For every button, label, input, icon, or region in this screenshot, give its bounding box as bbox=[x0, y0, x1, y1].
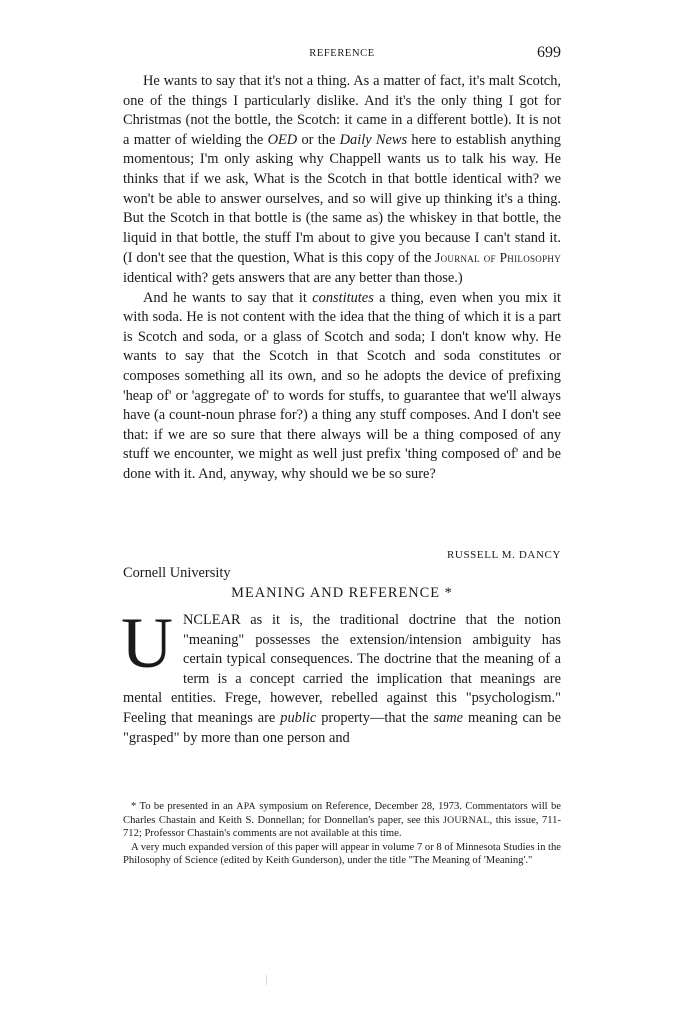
running-title: REFERENCE bbox=[309, 48, 375, 59]
paragraph-1 bbox=[123, 72, 561, 289]
footnote-2: A very much expanded version of this paper will appear in volume 7 or 8 of Minnesota Studies in the Philosophy of Science (edited by Keith Gunderson), under the title "The Meaning of 'Meaning'." bbox=[123, 841, 561, 866]
text-run: And he wants to say that it bbox=[143, 289, 313, 306]
text-run: identical with? gets answers that are any better than those.) bbox=[123, 269, 463, 286]
text-run: symposium on Reference, December 28, 1973. Commentators will be Charles Chastain and Keith S. Donnellan; for Donnellan's paper, see this bbox=[123, 801, 561, 826]
author-affiliation: Cornell University bbox=[123, 565, 231, 581]
article-opening bbox=[121, 603, 561, 748]
author-name: RUSSELL M. DANCY bbox=[446, 549, 561, 561]
smallcaps-journal: JOURNAL bbox=[443, 814, 490, 826]
italic-same: same bbox=[433, 709, 464, 726]
text-run: a thing, even when you mix it with soda. He is not content with the idea that the thing of which it is a part is Scotch and soda, or a glass of Scotch and soda; I don't know why. He wants to say that the Scotch in that Scotch and soda constitutes or composes something all its own, and so he adopts the device of prefixing 'heap of' or 'aggregate of' to words for stuffs, to guarantee that we'll always have (a count-noun phrase for?) a thing any stuff composes. And I don't see that: if we are so sure that there always will be a thing composed of any stuff we encounter, we might as well just prefix 'thing composed of' and be done with it. And, anyway, why should we be so sure? bbox=[123, 289, 562, 482]
page-number: 699 bbox=[537, 44, 561, 61]
text-run: property—that the bbox=[316, 709, 434, 726]
smallcaps-journal: Journal of Philosophy bbox=[435, 250, 562, 266]
text-run: , this issue, 711-712; Professor Chastain's comments are not available at this time. bbox=[123, 814, 561, 839]
footnotes bbox=[123, 800, 561, 868]
body-text bbox=[123, 72, 561, 484]
text-run: He wants to say that it's not a thing. As a matter of fact, it's malt Scotch, one of the things I particularly dislike. And it's the only thing I got for Christmas (not the bottle, the Scotch: it came in a different bottle). It is not a matter of wielding the bbox=[123, 73, 561, 148]
running-head bbox=[123, 46, 561, 66]
italic-public: public bbox=[280, 709, 317, 726]
text-run: NCLEAR as it is, the traditional doctrine that the notion "meaning" possesses the extension/intension ambiguity has certain typical consequences. The doctrine that the meaning of a term is a concept carried the implication that meanings are mental entities. Frege, however, rebelled against this "psychologism." Feeling that meanings are bbox=[123, 612, 561, 726]
footnote-1 bbox=[123, 800, 561, 841]
text-run: here to establish anything momentous; I'm only asking why Chappell wants us to talk his way. He thinks that if we ask, What is the Scotch in that bottle identical with? we won't be able to answer ourselves, and so will give up thinking it's a thing. But the Scotch in that bottle is (the same as) the whiskey in that bottle, the liquid in that bottle, the stuff I'm about to give you because I can't stand it. (I don't see that the question, What is this copy of the bbox=[123, 131, 561, 267]
text-run: or the bbox=[297, 131, 340, 148]
dropcap: U bbox=[121, 603, 173, 683]
text-run: * To be presented in an bbox=[131, 801, 237, 812]
italic-constitutes: constitutes bbox=[312, 289, 374, 306]
text-run: meaning can be "grasped" by more than one person and bbox=[123, 709, 561, 746]
footer-mark bbox=[266, 975, 267, 985]
italic-oed: OED bbox=[267, 131, 298, 148]
article-title: MEANING AND REFERENCE * bbox=[231, 585, 453, 601]
paragraph-2 bbox=[123, 289, 561, 485]
smallcaps-apa: APA bbox=[236, 801, 256, 812]
italic-daily-news: Daily News bbox=[339, 131, 408, 148]
opening-paragraph bbox=[121, 603, 561, 748]
